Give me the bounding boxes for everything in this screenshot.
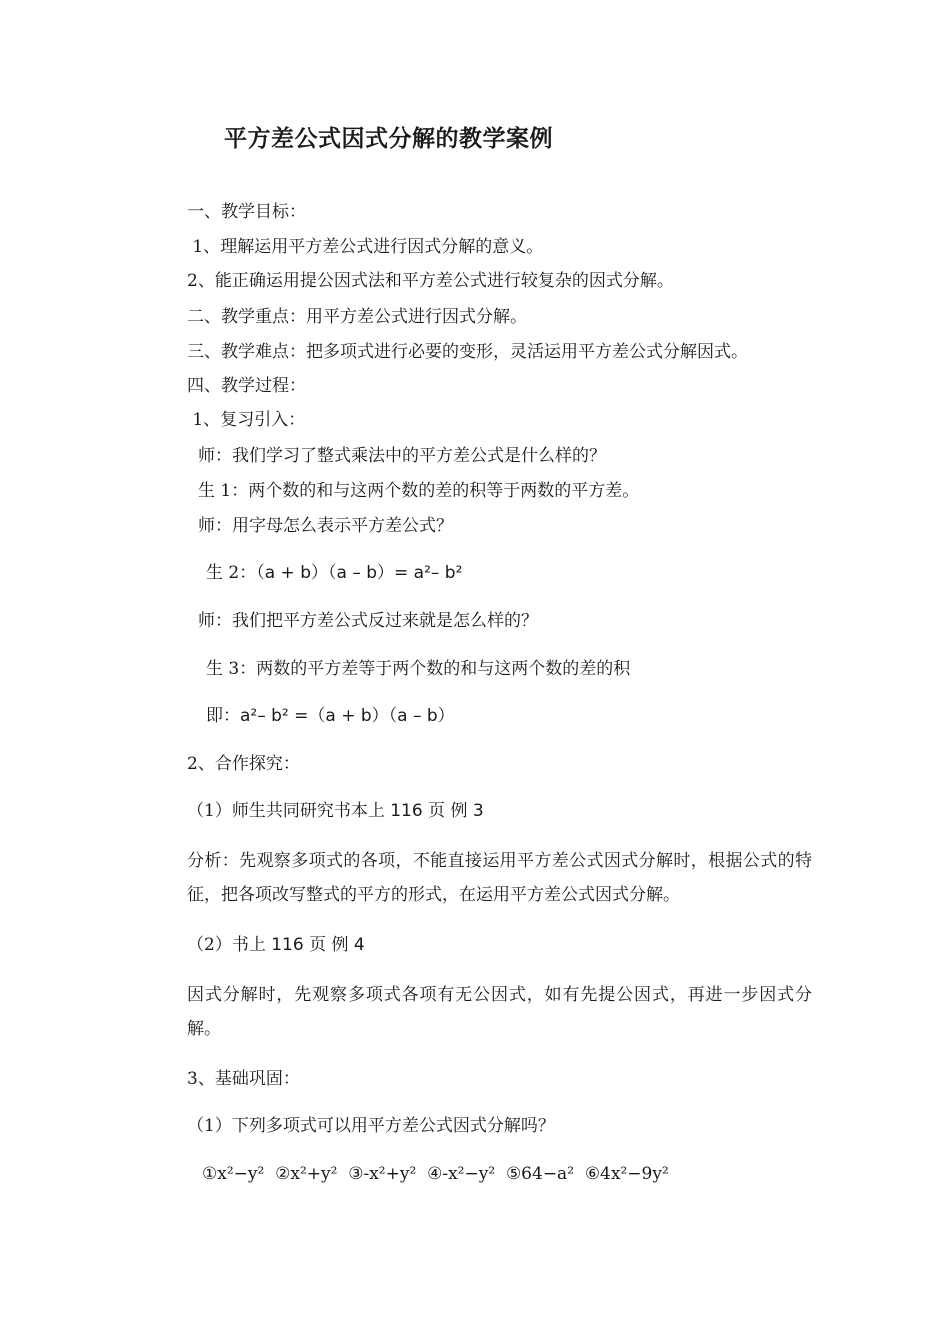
page-number: 116 [271,935,304,955]
goal-item-1: 1、理解运用平方差公式进行因式分解的意义。 [187,237,544,257]
dialogue-student-2 [206,565,462,582]
explore-item-1 [187,803,484,820]
explore-item-1-text-2: 页 例 [422,801,473,821]
exercise-question-1: （1）下列多项式可以用平方差公式因式分解吗？ [187,1116,555,1136]
explore-item-2-text: （2）书上 [187,935,272,955]
section-heading-goals: 一、教学目标： [187,202,306,222]
section-heading-difficulty: 三、教学难点：把多项式进行必要的变形，灵活运用平方差公式分解因式。 [187,342,748,362]
formula-product: （a + b）（a – b）= a²– b² [256,563,463,583]
goal-item-2: 2、能正确运用提公因式法和平方差公式进行较复杂的因式分解。 [187,271,674,291]
section-heading-process: 四、教学过程： [187,376,306,396]
explore-item-2-text-2: 页 例 [303,935,354,955]
dialogue-teacher-2: 师：用字母怎么表示平方差公式？ [198,516,453,536]
student-2-label: 生 2： [206,563,257,583]
subsection-explore: 2、合作探究： [187,754,300,774]
exercise-options: ①x²−y² ②x²+y² ③-x²+y² ④-x²−y² ⑤64−a² ⑥4x²−9y² [202,1164,669,1184]
dialogue-teacher-3: 师：我们把平方差公式反过来就是怎么样的？ [198,611,538,631]
section-heading-key-point: 二、教学重点：用平方差公式进行因式分解。 [187,307,527,327]
formula-prefix: 即： [206,706,240,726]
dialogue-student-3: 生 3：两数的平方差等于两个数的和与这两个数的差的积 [206,659,631,679]
subsection-review: 1、复习引入： [187,410,306,430]
dialogue-student-1: 生 1：两个数的和与这两个数的差的积等于两数的平方差。 [198,481,640,501]
factoring-note-paragraph: 因式分解时，先观察多项式各项有无公因式，如有先提公因式，再进一步因式分解。 [187,985,812,1039]
analysis-paragraph: 分析：先观察多项式的各项，不能直接运用平方差公式因式分解时，根据公式的特征，把各项改写整式的平方的形式，在运用平方差公式因式分解。 [187,851,812,905]
page-number: 116 [390,801,423,821]
explore-item-2 [187,937,365,954]
dialogue-teacher-1: 师：我们学习了整式乘法中的平方差公式是什么样的？ [198,446,606,466]
document-title: 平方差公式因式分解的教学案例 [224,125,553,152]
example-number: 4 [353,935,365,955]
formula-line [206,708,455,725]
example-number: 3 [472,801,484,821]
subsection-consolidate: 3、基础巩固： [187,1069,300,1089]
formula-factored: a²– b² =（a + b）（a – b） [240,706,455,726]
explore-item-1-text: （1）师生共同研究书本上 [187,801,391,821]
